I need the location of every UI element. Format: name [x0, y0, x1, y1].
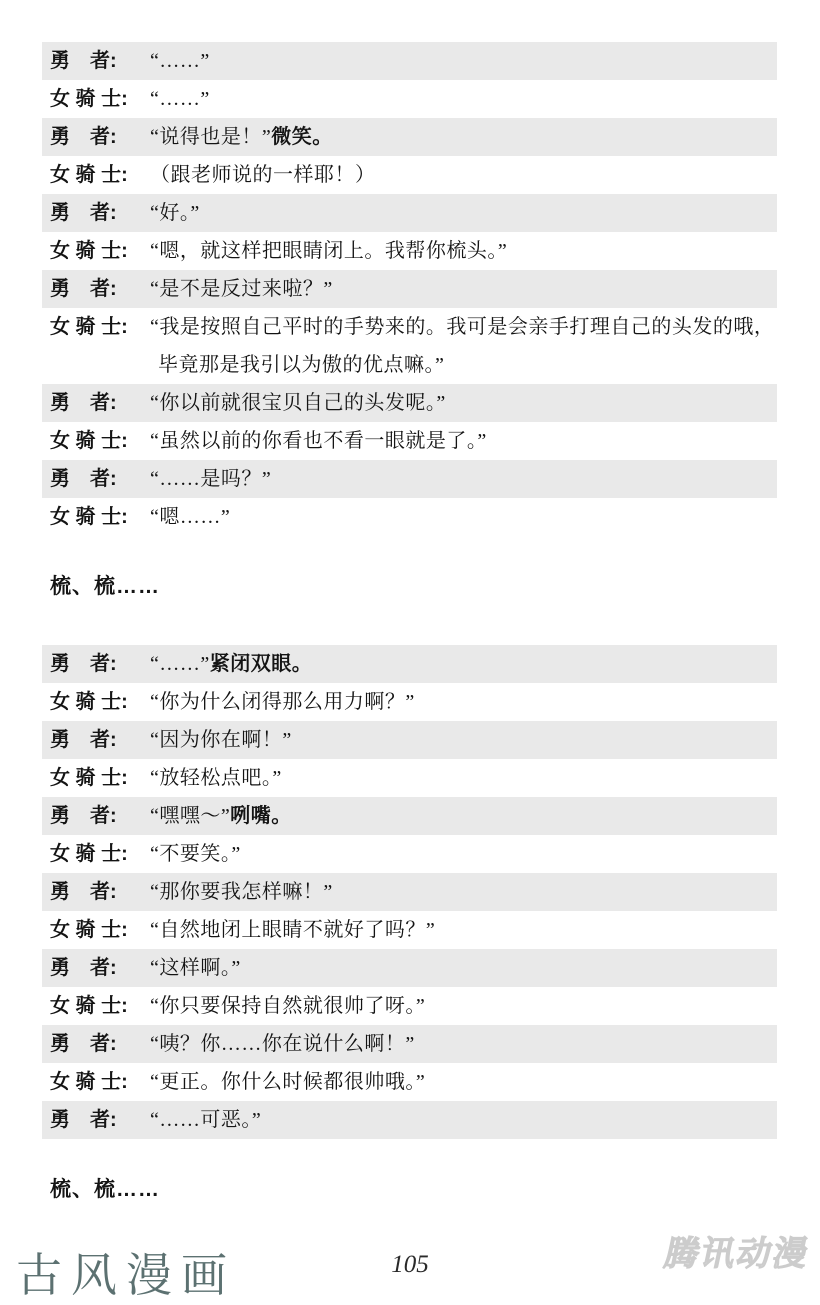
speaker-label: 女 骑 士: — [50, 316, 128, 338]
speaker-label: 勇 者: — [50, 881, 117, 903]
dialogue-text: “虽然以前的你看也不看一眼就是了。” — [150, 430, 487, 452]
dialogue-row — [42, 1101, 777, 1139]
dialogue-row — [42, 80, 777, 118]
speaker-label: 女 骑 士: — [50, 164, 128, 186]
dialogue-row — [42, 422, 777, 460]
speaker-label: 女 骑 士: — [50, 919, 128, 941]
dialogue-row — [42, 460, 777, 498]
dialogue-text: “不要笑。” — [150, 843, 241, 865]
speaker-label: 勇 者: — [50, 653, 117, 675]
dialogue-row — [42, 835, 777, 873]
dialogue-row — [42, 987, 777, 1025]
dialogue-row — [42, 873, 777, 911]
speaker-label: 女 骑 士: — [50, 691, 128, 713]
brand-logo-text: 古风漫画 — [16, 1250, 236, 1301]
dialogue-text: “那你要我怎样嘛！” — [150, 881, 333, 903]
speaker-label: 女 骑 士: — [50, 1071, 128, 1093]
dialogue-text: “……”紧闭双眼。 — [150, 653, 313, 675]
dialogue-row — [42, 645, 777, 683]
speaker-label: 勇 者: — [50, 126, 117, 148]
dialogue-row — [42, 384, 777, 422]
dialogue-text: “嗯……” — [150, 506, 231, 528]
speaker-label: 勇 者: — [50, 1109, 117, 1131]
speaker-label: 勇 者: — [50, 805, 117, 827]
dialogue-text: （跟老师说的一样耶！） — [150, 164, 376, 186]
dialogue-row — [42, 308, 777, 384]
dialogue-text: “嘿嘿～”咧嘴。 — [150, 805, 292, 827]
dialogue-row — [42, 42, 777, 80]
dialogue-list — [0, 42, 820, 1209]
dialogue-text: “嗯，就这样把眼睛闭上。我帮你梳头。” — [150, 240, 508, 262]
dialogue-text: “因为你在啊！” — [150, 729, 292, 751]
dialogue-text: “说得也是！”微笑。 — [150, 126, 333, 148]
page-number: 105 — [391, 1251, 429, 1278]
dialogue-row — [42, 911, 777, 949]
dialogue-row — [42, 1063, 777, 1101]
dialogue-text: “放轻松点吧。” — [150, 767, 282, 789]
speaker-label: 女 骑 士: — [50, 767, 128, 789]
dialogue-row — [42, 270, 777, 308]
speaker-label: 女 骑 士: — [50, 843, 128, 865]
speaker-label: 勇 者: — [50, 468, 117, 490]
speaker-label: 女 骑 士: — [50, 506, 128, 528]
dialogue-row — [42, 1025, 777, 1063]
dialogue-text: “是不是反过来啦？” — [150, 278, 333, 300]
dialogue-row — [42, 759, 777, 797]
dialogue-row — [42, 156, 777, 194]
speaker-label: 勇 者: — [50, 729, 117, 751]
dialogue-text: “你只要保持自然就很帅了呀。” — [150, 995, 426, 1017]
dialogue-text: “自然地闭上眼睛不就好了吗？” — [150, 919, 436, 941]
speaker-label: 勇 者: — [50, 392, 117, 414]
tencent-comics-watermark: 腾讯动漫 — [661, 1235, 814, 1273]
speaker-label: 勇 者: — [50, 50, 117, 72]
dialogue-row — [42, 949, 777, 987]
dialogue-text: “好。” — [150, 202, 200, 224]
dialogue-row — [42, 721, 777, 759]
dialogue-text: “你为什么闭得那么用力啊？” — [150, 691, 415, 713]
speaker-label: 勇 者: — [50, 278, 117, 300]
dialogue-row — [42, 232, 777, 270]
dialogue-text: “更正。你什么时候都很帅哦。” — [150, 1071, 426, 1093]
speaker-label: 勇 者: — [50, 202, 117, 224]
dialogue-text: “这样啊。” — [150, 957, 241, 979]
dialogue-row — [42, 498, 777, 536]
dialogue-row — [42, 797, 777, 835]
dialogue-text: “我是按照自己平时的手势来的。我可是会亲手打理自己的头发的哦，毕竟那是我引以为傲的优点嘛。” — [150, 316, 775, 376]
dialogue-text: “……是吗？” — [150, 468, 272, 490]
dialogue-row — [42, 194, 777, 232]
speaker-label: 女 骑 士: — [50, 88, 128, 110]
dialogue-row — [42, 683, 777, 721]
dialogue-text: “……” — [150, 50, 210, 72]
dialogue-text: “……” — [150, 88, 210, 110]
dialogue-row — [42, 118, 777, 156]
narration-line: 梳、梳…… — [50, 575, 160, 598]
speaker-label: 女 骑 士: — [50, 240, 128, 262]
speaker-label: 勇 者: — [50, 1033, 117, 1055]
dialogue-text: “咦？你……你在说什么啊！” — [150, 1033, 415, 1055]
dialogue-text: “……可恶。” — [150, 1109, 262, 1131]
narration-line: 梳、梳…… — [50, 1178, 160, 1201]
dialogue-text: “你以前就很宝贝自己的头发呢。” — [150, 392, 446, 414]
speaker-label: 勇 者: — [50, 957, 117, 979]
speaker-label: 女 骑 士: — [50, 430, 128, 452]
speaker-label: 女 骑 士: — [50, 995, 128, 1017]
